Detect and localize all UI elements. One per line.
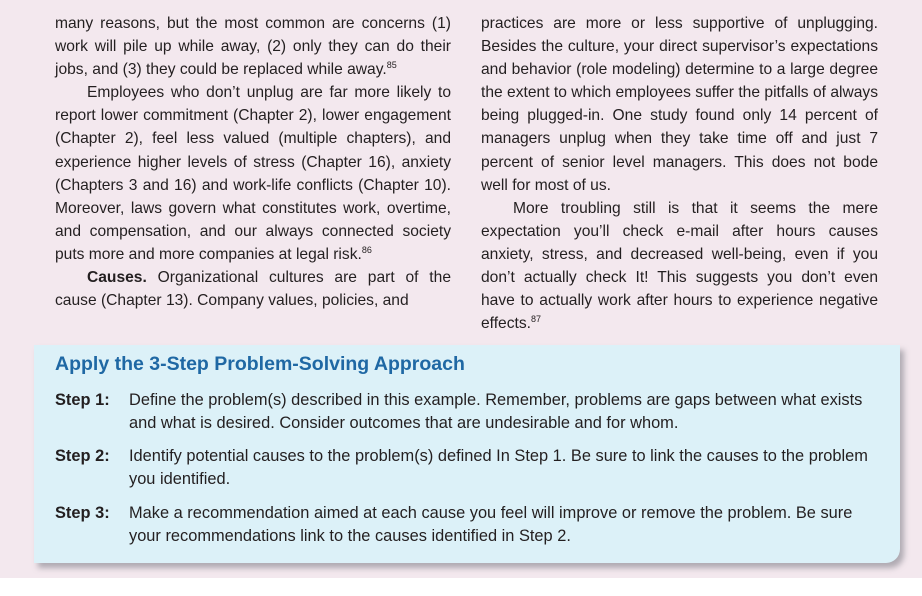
problem-solving-box <box>34 345 900 563</box>
step-3-label: Step 3: <box>55 504 110 522</box>
step-1 <box>55 389 885 435</box>
step-1-text: Define the problem(s) described in this example. Remember, problems are gaps between what exists and what is desired. Consider outcomes that are undesirable and for whom. <box>129 391 863 432</box>
footnote-ref-85: 85 <box>386 60 397 71</box>
left-paragraph-3: Causes. Organizational cultures are part of the cause (Chapter 13). Company values, policies, and <box>55 269 451 310</box>
left-column <box>55 12 451 312</box>
footnote-ref-86: 86 <box>361 244 372 255</box>
right-paragraph-2: More troubling still is that it seems the mere expectation you’ll check e-mail after hours causes anxiety, stress, and decreased well-being, even if you don’t actually check It! This suggests you don’t even have to actually work after hours to experience negative effects.$^{87}$ <box>481 199 878 333</box>
step-2-label: Step 2: <box>55 447 110 465</box>
left-paragraph-1: many reasons, but the most common are concerns (1) work will pile up while away, (2) only they can do their jobs, and (3) they could be replaced while away.$^{85}$ <box>55 15 451 79</box>
right-column <box>481 12 878 335</box>
page-bottom-edge <box>0 578 922 596</box>
box-title: Apply the 3-Step Problem-Solving Approach <box>55 353 465 375</box>
causes-run-in-heading: Causes. <box>87 269 147 287</box>
left-paragraph-2: Employees who don’t unplug are far more likely to report lower commitment (Chapter 2), lower engagement (Chapter 2), feel less valued (multiple chapters), and experience higher levels of stress (Chapter 16), anxiety (Chapters 3 and 16) and work-life conflicts (Chapter 10). Moreover, laws govern what constitutes work, overtime, and compensation, and our always connected society puts more and more companies at legal risk.$^{86}$ <box>55 84 451 263</box>
right-paragraph-1: practices are more or less supportive of unplugging. Besides the culture, your direct supervisor’s expectations and behavior (role modeling) determine to a large degree the extent to which employees suffer the pitfalls of always being plugged-in. One study found only 14 percent of managers unplug when they take time off and just 7 percent of senior level managers. This does not bode well for most of us. <box>481 15 878 194</box>
step-1-label: Step 1: <box>55 391 110 409</box>
step-3 <box>55 502 885 548</box>
footnote-ref-87: 87 <box>531 314 542 325</box>
step-2 <box>55 445 885 491</box>
step-2-text: Identify potential causes to the problem(s) defined In Step 1. Be sure to link the causes to the problem you identified. <box>129 447 868 488</box>
step-3-text: Make a recommendation aimed at each cause you feel will improve or remove the problem. Be sure your recommendations link to the causes identified in Step 2. <box>129 504 853 545</box>
